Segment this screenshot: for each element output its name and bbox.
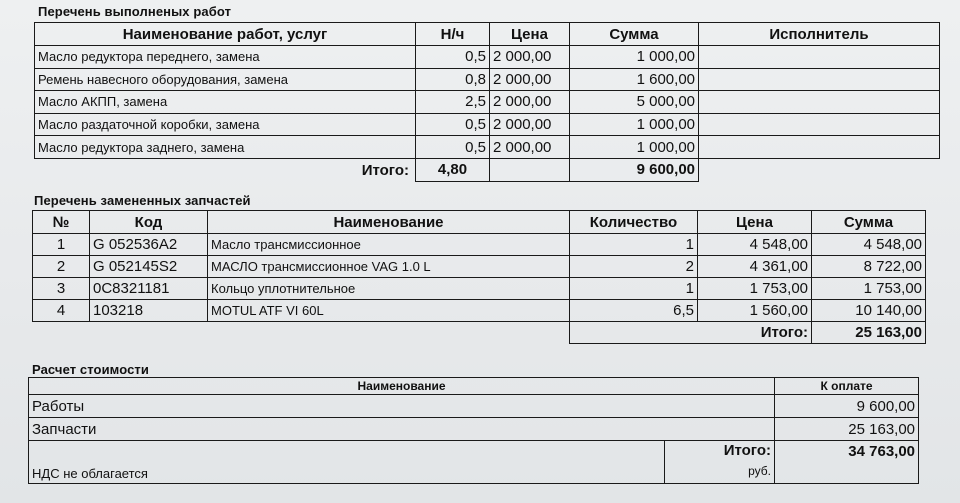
parts-table	[32, 210, 926, 344]
table-row	[33, 234, 926, 256]
works-total-sum: 9 600,00	[570, 158, 699, 181]
work-price: 2 000,00	[490, 136, 570, 159]
part-code: 103218	[90, 300, 208, 322]
part-code: G 052145S2	[90, 256, 208, 278]
parts-section-title: Перечень замененных запчастей	[34, 193, 251, 208]
work-name: Масло редуктора заднего, замена	[35, 136, 416, 159]
work-executor	[699, 136, 940, 159]
part-price: 1 753,00	[698, 278, 812, 300]
parts-total-label: Итого:	[698, 322, 812, 344]
part-no: 4	[33, 300, 90, 322]
part-code: 0C8321181	[90, 278, 208, 300]
work-price: 2 000,00	[490, 113, 570, 136]
cost-row-name: Запчасти	[29, 418, 775, 441]
part-qty: 6,5	[570, 300, 698, 322]
works-header-hours: Н/ч	[416, 23, 490, 46]
parts-header-qty: Количество	[570, 211, 698, 234]
part-qty: 1	[570, 234, 698, 256]
vat-note: НДС не облагается	[29, 441, 665, 484]
part-price: 4 361,00	[698, 256, 812, 278]
part-sum: 4 548,00	[812, 234, 926, 256]
cost-total-label: Итого:	[723, 442, 772, 459]
cost-section-title: Расчет стоимости	[32, 362, 149, 377]
work-name: Ремень навесного оборудования, замена	[35, 68, 416, 91]
part-no: 2	[33, 256, 90, 278]
part-sum: 10 140,00	[812, 300, 926, 322]
works-section-title: Перечень выполненых работ	[38, 4, 232, 19]
works-header-name: Наименование работ, услуг	[35, 23, 416, 46]
works-table	[34, 22, 940, 182]
work-executor	[699, 68, 940, 91]
cost-header-row	[29, 378, 919, 395]
parts-total-row	[33, 322, 926, 344]
work-hours: 0,5	[416, 113, 490, 136]
part-sum: 8 722,00	[812, 256, 926, 278]
part-name: Кольцо уплотнительное	[208, 278, 570, 300]
cost-table	[28, 377, 919, 484]
works-header-price: Цена	[490, 23, 570, 46]
work-hours: 0,5	[416, 136, 490, 159]
part-qty: 2	[570, 256, 698, 278]
work-name: Масло раздаточной коробки, замена	[35, 113, 416, 136]
works-total-hours: 4,80	[416, 158, 490, 181]
parts-total-sum: 25 163,00	[812, 322, 926, 344]
part-price: 4 548,00	[698, 234, 812, 256]
part-name: МАСЛО трансмиссионное VAG 1.0 L	[208, 256, 570, 278]
part-name: Масло трансмиссионное	[208, 234, 570, 256]
part-code: G 052536A2	[90, 234, 208, 256]
table-row	[33, 278, 926, 300]
table-row	[35, 46, 940, 69]
work-sum: 1 000,00	[570, 136, 699, 159]
work-executor	[699, 113, 940, 136]
work-price: 2 000,00	[490, 91, 570, 114]
parts-header-sum: Сумма	[812, 211, 926, 234]
work-hours: 0,5	[416, 46, 490, 69]
work-executor	[699, 46, 940, 69]
cost-header-name: Наименование	[29, 378, 775, 395]
works-total-label: Итого:	[361, 161, 409, 179]
works-header-executor: Исполнитель	[699, 23, 940, 46]
cost-header-amount: К оплате	[775, 378, 919, 395]
work-price: 2 000,00	[490, 68, 570, 91]
parts-header-name: Наименование	[208, 211, 570, 234]
part-price: 1 560,00	[698, 300, 812, 322]
table-row	[35, 136, 940, 159]
part-sum: 1 753,00	[812, 278, 926, 300]
work-sum: 1 600,00	[570, 68, 699, 91]
work-sum: 1 000,00	[570, 46, 699, 69]
table-row	[29, 418, 919, 441]
table-row	[35, 91, 940, 114]
cost-row-name: Работы	[29, 395, 775, 418]
work-executor	[699, 91, 940, 114]
part-no: 1	[33, 234, 90, 256]
cost-row-amount: 25 163,00	[775, 418, 919, 441]
table-row	[35, 113, 940, 136]
work-price: 2 000,00	[490, 46, 570, 69]
work-hours: 2,5	[416, 91, 490, 114]
table-row	[29, 395, 919, 418]
part-qty: 1	[570, 278, 698, 300]
parts-header-price: Цена	[698, 211, 812, 234]
works-header-sum: Сумма	[570, 23, 699, 46]
part-name: MOTUL ATF VI 60L	[208, 300, 570, 322]
works-total-row	[35, 158, 940, 181]
works-header-row	[35, 23, 940, 46]
parts-header-code: Код	[90, 211, 208, 234]
table-row	[35, 68, 940, 91]
part-no: 3	[33, 278, 90, 300]
cost-row-amount: 9 600,00	[775, 395, 919, 418]
work-hours: 0,8	[416, 68, 490, 91]
work-name: Масло редуктора переднего, замена	[35, 46, 416, 69]
parts-header-row	[33, 211, 926, 234]
cost-total-row	[29, 441, 919, 484]
table-row	[33, 256, 926, 278]
work-name: Масло АКПП, замена	[35, 91, 416, 114]
work-sum: 1 000,00	[570, 113, 699, 136]
cost-total-sum: 34 763,00	[775, 441, 919, 484]
currency-label: руб.	[748, 464, 772, 478]
table-row	[33, 300, 926, 322]
parts-header-no: №	[33, 211, 90, 234]
work-sum: 5 000,00	[570, 91, 699, 114]
